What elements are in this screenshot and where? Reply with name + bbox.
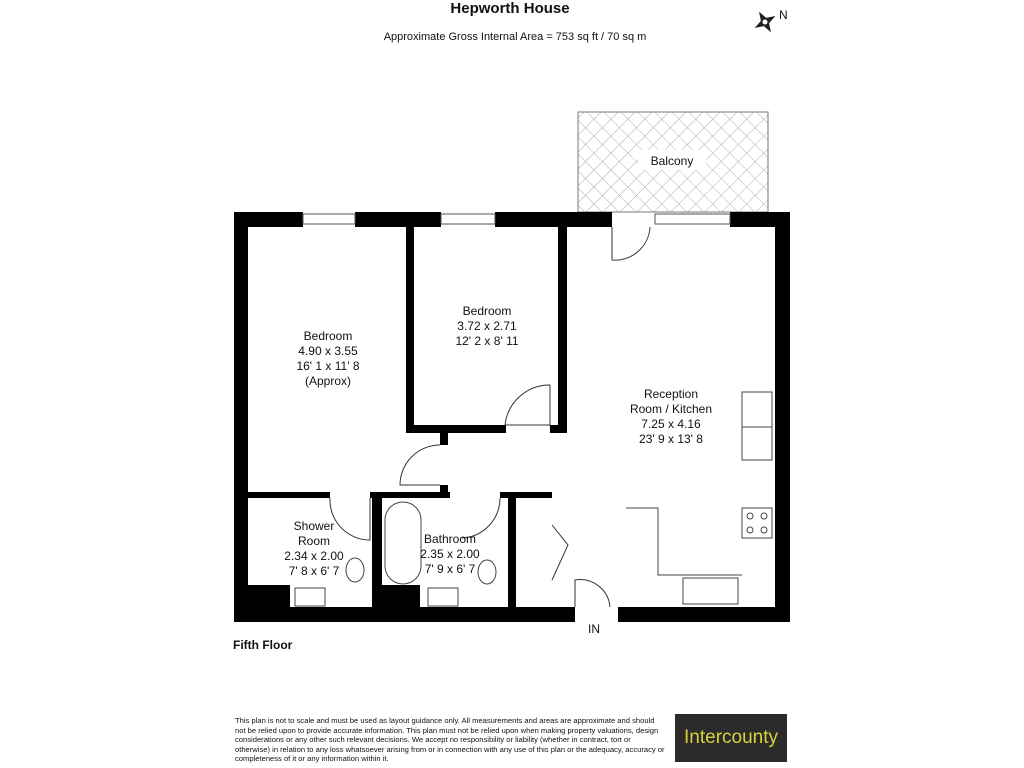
shower-imperial: 7' 8 x 6' 7 bbox=[288, 564, 340, 578]
floor-label: Fifth Floor bbox=[233, 638, 293, 652]
bathroom-name: Bathroom bbox=[423, 532, 477, 546]
bedroom1-imperial: 16' 1 x 11' 8 bbox=[296, 359, 360, 373]
reception-imperial: 23' 9 x 13' 8 bbox=[639, 432, 703, 446]
bedroom2-imperial: 12' 2 x 8' 11 bbox=[455, 334, 519, 348]
reception-metric: 7.25 x 4.16 bbox=[641, 417, 701, 431]
gross-area: Approximate Gross Internal Area = 753 sq ft / 70 sq m bbox=[383, 31, 647, 43]
compass-north-label: N bbox=[779, 8, 788, 22]
entrance-label: IN bbox=[588, 622, 600, 636]
shower-name-1: Shower bbox=[293, 519, 335, 533]
disclaimer: This plan is not to scale and must be used as layout guidance only. All measurements and areas are approximate and should not be relied upon to provide accurate information. This plan must not be relied upon when making property valuations, design considerations or any other such relevant decisions. We accept no responsibility or liability (whether in contract, tort or otherwise) in relation to any loss whatsoever arising from or in connection with any use of this plan or the adequacy, accuracy or completeness of it or any information within it. bbox=[235, 716, 665, 764]
balcony-label: Balcony bbox=[650, 154, 694, 168]
bedroom2-metric: 3.72 x 2.71 bbox=[457, 319, 517, 333]
intercounty-logo: Intercounty bbox=[675, 714, 787, 762]
bathroom-imperial: 7' 9 x 6' 7 bbox=[424, 562, 476, 576]
bedroom2-name: Bedroom bbox=[462, 304, 512, 318]
reception-name-2: Room / Kitchen bbox=[629, 402, 713, 416]
bedroom1-name: Bedroom bbox=[303, 329, 353, 343]
bedroom1-metric: 4.90 x 3.55 bbox=[298, 344, 358, 358]
bathroom-metric: 2.35 x 2.00 bbox=[420, 547, 480, 561]
plan-title: Hepworth House bbox=[450, 0, 570, 17]
compass-icon bbox=[749, 6, 782, 39]
bedroom1-note: (Approx) bbox=[304, 374, 352, 388]
reception-name-1: Reception bbox=[643, 387, 699, 401]
shower-metric: 2.34 x 2.00 bbox=[284, 549, 344, 563]
shower-name-2: Room bbox=[297, 534, 331, 548]
